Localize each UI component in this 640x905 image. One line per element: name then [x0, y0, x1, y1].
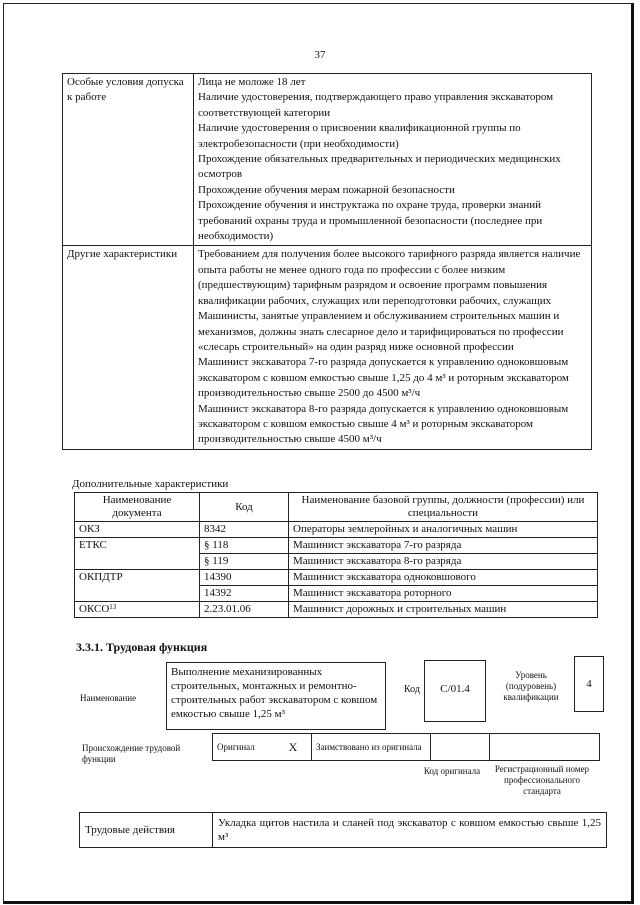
- level-label: Уровень (подуровень) квалификации: [503, 670, 559, 702]
- original-mark: X: [275, 734, 312, 761]
- cell-code: § 119: [200, 554, 289, 570]
- cell-doc: ЕТКС: [75, 538, 200, 570]
- additional-table: [74, 492, 598, 618]
- row-label-other: Другие характеристики: [63, 246, 194, 449]
- table-row: [63, 74, 592, 246]
- reg-number-cell: [490, 734, 600, 761]
- level-value-box: 4: [574, 656, 604, 712]
- list-item: Прохождение обязательных предварительных и периодических медицинских осмотров: [198, 153, 561, 181]
- cell-code: 2.23.01.06: [200, 602, 289, 618]
- name-label: Наименование: [80, 693, 137, 703]
- cell-code: 14390: [200, 570, 289, 586]
- table-header-row: [75, 493, 598, 522]
- cell-code: 8342: [200, 522, 289, 538]
- cell-doc: ОКЗ: [75, 522, 200, 538]
- list-item: Наличие удостоверения о присвоении квалификационной группы по электробезопасности (при необходимости): [198, 122, 521, 150]
- footnote-mark: 13: [109, 603, 117, 611]
- borrowed-label: Заимствовано из оригинала: [312, 734, 431, 761]
- reg-number-label: Регистрационный номер профессионального стандарта: [494, 764, 590, 796]
- table-row: [63, 246, 592, 449]
- row-label-admission: Особые условия допуска к работе: [63, 74, 194, 246]
- section-title: 3.3.1. Трудовая функция: [76, 640, 208, 654]
- list-item: Машинист экскаватора 8-го разряда допускается к управлению одноковшовым экскаватором с ковшом емкостью свыше 4 м³ и роторным экскаватором производительностью свыше 4500 м³/ч: [198, 402, 569, 446]
- code-label: Код: [404, 684, 420, 695]
- original-label: Оригинал: [213, 734, 276, 761]
- header-name: Наименование базовой группы, должности (профессии) или специальности: [289, 493, 598, 522]
- origin-label: Происхождение трудовой функции: [82, 743, 181, 764]
- cell-name: Машинист экскаватора 7-го разряда: [289, 538, 598, 554]
- header-document: Наименование документа: [75, 493, 200, 522]
- list-item: Машинист экскаватора 7-го разряда допускается к управлению одноковшовым экскаватором с ковшом емкостью свыше 1,25 до 4 м³ и роторным экскаватором производительностью свыше 2500 до 4500 м³/ч: [198, 356, 569, 400]
- cell-code: § 118: [200, 538, 289, 554]
- cell-name: Машинист экскаватора одноковшового: [289, 570, 598, 586]
- cell-doc: ОКПДТР: [75, 570, 200, 602]
- code-original-label: Код оригинала: [423, 766, 481, 776]
- row-content-admission: [194, 74, 592, 246]
- cell-name: Машинист дорожных и строительных машин: [289, 602, 598, 618]
- table-row: [75, 570, 598, 586]
- table-row: [80, 813, 607, 848]
- actions-label: Трудовые действия: [80, 813, 213, 848]
- list-item: Требованием для получения более высокого тарифного разряда является наличие опыта работы не менее одного года по профессии с более низким (предшествующим) тарифным разрядом и освоение программ повышения квалификации рабочих, служащих или переподготовки рабочих, служащих: [198, 248, 581, 307]
- requirements-table: [62, 73, 592, 450]
- origin-table: [212, 733, 600, 761]
- actions-text: Укладка щитов настила и сланей под экскаватор с ковшом емкостью свыше 1,25 м³: [213, 813, 607, 848]
- actions-table: [79, 812, 607, 848]
- list-item: Прохождение обучения и инструктажа по охране труда, проверки знаний требований охраны труда и промышленной безопасности (последнее при необходимости): [198, 199, 543, 243]
- list-item: Прохождение обучения мерам пожарной безопасности: [198, 183, 455, 196]
- function-name-box: Выполнение механизированных строительных, монтажных и ремонтно-строительных работ экскаватором с ковшом емкостью свыше 1,25 м³: [166, 662, 386, 730]
- table-row: [75, 602, 598, 618]
- table-row: [213, 734, 600, 761]
- header-code: Код: [200, 493, 289, 522]
- code-value-box: C/01.4: [424, 660, 486, 722]
- table-row: [75, 538, 598, 554]
- list-item: Машинисты, занятые управлением и обслуживанием строительных машин и механизмов, должны знать слесарное дело и тарифицироваться по профессии «слесарь строительный» на один разряд ниже основной профессии: [198, 310, 564, 353]
- additional-heading: Дополнительные характеристики: [72, 478, 229, 490]
- code-original-cell: [431, 734, 490, 761]
- cell-code: 14392: [200, 586, 289, 602]
- cell-name: Машинист экскаватора роторного: [289, 586, 598, 602]
- cell-doc: [75, 602, 200, 618]
- cell-name: Машинист экскаватора 8-го разряда: [289, 554, 598, 570]
- table-row: [75, 522, 598, 538]
- list-item: Лица не моложе 18 лет: [198, 76, 306, 88]
- list-item: Наличие удостоверения, подтверждающего право управления экскаватором соответствующей категории: [198, 91, 554, 119]
- cell-name: Операторы землеройных и аналогичных машин: [289, 522, 598, 538]
- row-content-other: [194, 246, 592, 449]
- page-number: 37: [314, 49, 326, 61]
- doc-name: ОКСО: [79, 603, 110, 615]
